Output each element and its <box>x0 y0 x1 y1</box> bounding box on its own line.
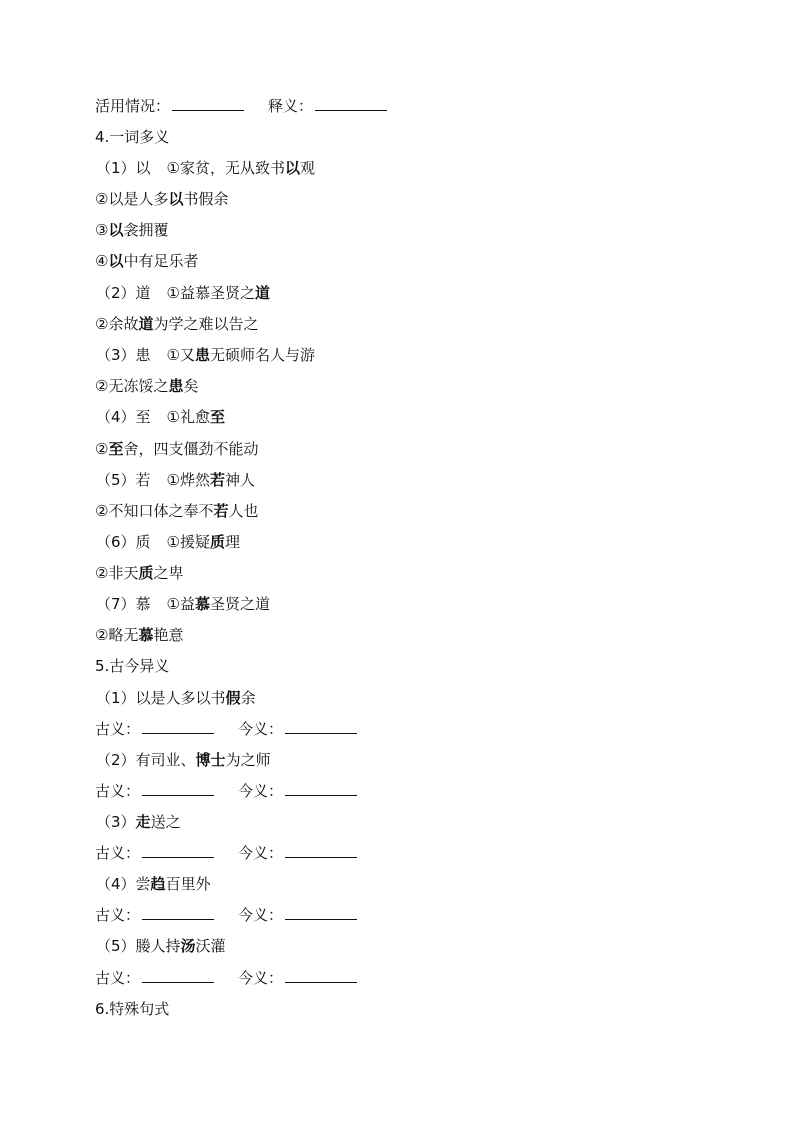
text: ①烨然 <box>166 471 210 489</box>
text: ①又 <box>166 346 195 364</box>
text: ①益 <box>166 595 195 613</box>
ancient-meaning-blank[interactable] <box>142 780 214 796</box>
key-word: 假 <box>225 689 241 707</box>
polysemy-item-4-line-2 <box>95 437 258 461</box>
modern-meaning-blank[interactable] <box>285 904 357 920</box>
key-word: 质 <box>210 533 226 551</box>
polysemy-item-6-line-1 <box>96 530 240 554</box>
ancient-meaning-blank[interactable] <box>142 842 214 858</box>
text: （3） <box>96 813 136 831</box>
text: （1）以是人多以书 <box>96 689 226 707</box>
text: 衾拥覆 <box>123 221 169 239</box>
section-6-heading: 6.特殊句式 <box>95 1000 170 1018</box>
text: ②非天 <box>95 564 139 582</box>
key-word: 至 <box>210 408 226 426</box>
text: 圣贤之道 <box>210 595 271 613</box>
modern-meaning-blank[interactable] <box>285 842 357 858</box>
key-word: 以 <box>285 159 301 177</box>
key-word: 博士 <box>195 751 226 769</box>
text: （2）有司业、 <box>96 751 196 769</box>
text: 神人 <box>225 471 256 489</box>
usage-line <box>95 94 391 118</box>
ancient-modern-item-1 <box>96 686 256 710</box>
text: （4）尝 <box>96 875 151 893</box>
key-word: 患 <box>168 377 184 395</box>
text: 舍，四支僵劲不能动 <box>123 440 259 458</box>
text: （5）媵人持 <box>96 937 181 955</box>
key-word: 若 <box>213 502 229 520</box>
polysemy-item-2-line-2 <box>95 312 258 336</box>
polysemy-item-1-line-4 <box>95 249 198 273</box>
text: ②以是人多 <box>95 190 169 208</box>
polysemy-item-1-line-2 <box>95 187 228 211</box>
key-word: 以 <box>108 221 124 239</box>
ancient-meaning-label: 古义： <box>95 906 141 924</box>
item-number: （4）至 <box>96 408 151 426</box>
text: 人也 <box>228 502 259 520</box>
meaning-row-5 <box>95 966 361 990</box>
modern-meaning-blank[interactable] <box>285 967 357 983</box>
key-word: 若 <box>210 471 226 489</box>
ancient-meaning-blank[interactable] <box>142 904 214 920</box>
polysemy-item-7-line-1 <box>96 592 270 616</box>
text: ④ <box>95 252 109 270</box>
text: 之卑 <box>153 564 184 582</box>
modern-meaning-blank[interactable] <box>285 718 357 734</box>
text: 理 <box>225 533 241 551</box>
key-word: 道 <box>138 315 154 333</box>
ancient-modern-item-3 <box>96 810 181 834</box>
text: 观 <box>300 159 316 177</box>
meaning-row-1 <box>95 717 361 741</box>
modern-meaning-label: 今义： <box>238 782 284 800</box>
key-word: 趋 <box>150 875 166 893</box>
meaning-label: 释义： <box>268 97 314 115</box>
ancient-modern-item-2 <box>96 748 271 772</box>
modern-meaning-label: 今义： <box>238 906 284 924</box>
polysemy-item-1-line-1 <box>96 156 315 180</box>
ancient-meaning-label: 古义： <box>95 969 141 987</box>
text: ②略无 <box>95 626 139 644</box>
polysemy-item-2-line-1 <box>96 281 270 305</box>
text: 沃灌 <box>195 937 226 955</box>
polysemy-item-6-line-2 <box>95 561 183 585</box>
section-4-heading: 4.一词多义 <box>95 128 170 146</box>
item-number: （6）质 <box>96 533 151 551</box>
polysemy-item-7-line-2 <box>95 623 183 647</box>
polysemy-item-4-line-1 <box>96 405 225 429</box>
key-word: 质 <box>138 564 154 582</box>
polysemy-item-3-line-1 <box>96 343 315 367</box>
item-number: （5）若 <box>96 471 151 489</box>
polysemy-item-5-line-1 <box>96 468 255 492</box>
text: 送之 <box>150 813 181 831</box>
polysemy-item-5-line-2 <box>95 499 258 523</box>
item-number: （1）以 <box>96 159 151 177</box>
meaning-row-3 <box>95 841 361 865</box>
text: ①益慕圣贤之 <box>166 284 255 302</box>
ancient-meaning-label: 古义： <box>95 844 141 862</box>
text: 为之师 <box>225 751 271 769</box>
text: 为学之难以告之 <box>153 315 259 333</box>
modern-meaning-blank[interactable] <box>285 780 357 796</box>
polysemy-item-1-line-3 <box>95 218 168 242</box>
text: ②无冻馁之 <box>95 377 169 395</box>
text: ①家贫，无从致书 <box>166 159 285 177</box>
item-number: （2）道 <box>96 284 151 302</box>
modern-meaning-label: 今义： <box>238 844 284 862</box>
text: ③ <box>95 221 109 239</box>
text: 无硕师名人与游 <box>210 346 316 364</box>
text: ①礼愈 <box>166 408 210 426</box>
ancient-meaning-label: 古义： <box>95 720 141 738</box>
key-word: 以 <box>168 190 184 208</box>
key-word: 汤 <box>180 937 196 955</box>
key-word: 走 <box>135 813 151 831</box>
modern-meaning-label: 今义： <box>238 969 284 987</box>
text: 矣 <box>183 377 199 395</box>
modern-meaning-label: 今义： <box>238 720 284 738</box>
section-5-heading: 5.古今异义 <box>95 657 170 675</box>
text: ② <box>95 440 109 458</box>
key-word: 患 <box>195 346 211 364</box>
text: ①援疑 <box>166 533 210 551</box>
text: 艳意 <box>153 626 184 644</box>
meaning-blank[interactable] <box>315 95 387 111</box>
polysemy-item-3-line-2 <box>95 374 198 398</box>
ancient-modern-item-4 <box>96 872 211 896</box>
text: ②不知口体之奉不 <box>95 502 214 520</box>
key-word: 慕 <box>195 595 211 613</box>
key-word: 道 <box>255 284 271 302</box>
text: 百里外 <box>165 875 211 893</box>
text: 中有足乐者 <box>123 252 199 270</box>
key-word: 以 <box>108 252 124 270</box>
text: 书假余 <box>183 190 229 208</box>
item-number: （3）患 <box>96 346 151 364</box>
ancient-modern-item-5 <box>96 934 226 958</box>
key-word: 至 <box>108 440 124 458</box>
text: ②余故 <box>95 315 139 333</box>
usage-blank[interactable] <box>172 95 244 111</box>
ancient-meaning-label: 古义： <box>95 782 141 800</box>
key-word: 慕 <box>138 626 154 644</box>
ancient-meaning-blank[interactable] <box>142 967 214 983</box>
text: 余 <box>240 689 256 707</box>
meaning-row-4 <box>95 903 361 927</box>
ancient-meaning-blank[interactable] <box>142 718 214 734</box>
usage-label: 活用情况： <box>95 97 171 115</box>
item-number: （7）慕 <box>96 595 151 613</box>
meaning-row-2 <box>95 779 361 803</box>
